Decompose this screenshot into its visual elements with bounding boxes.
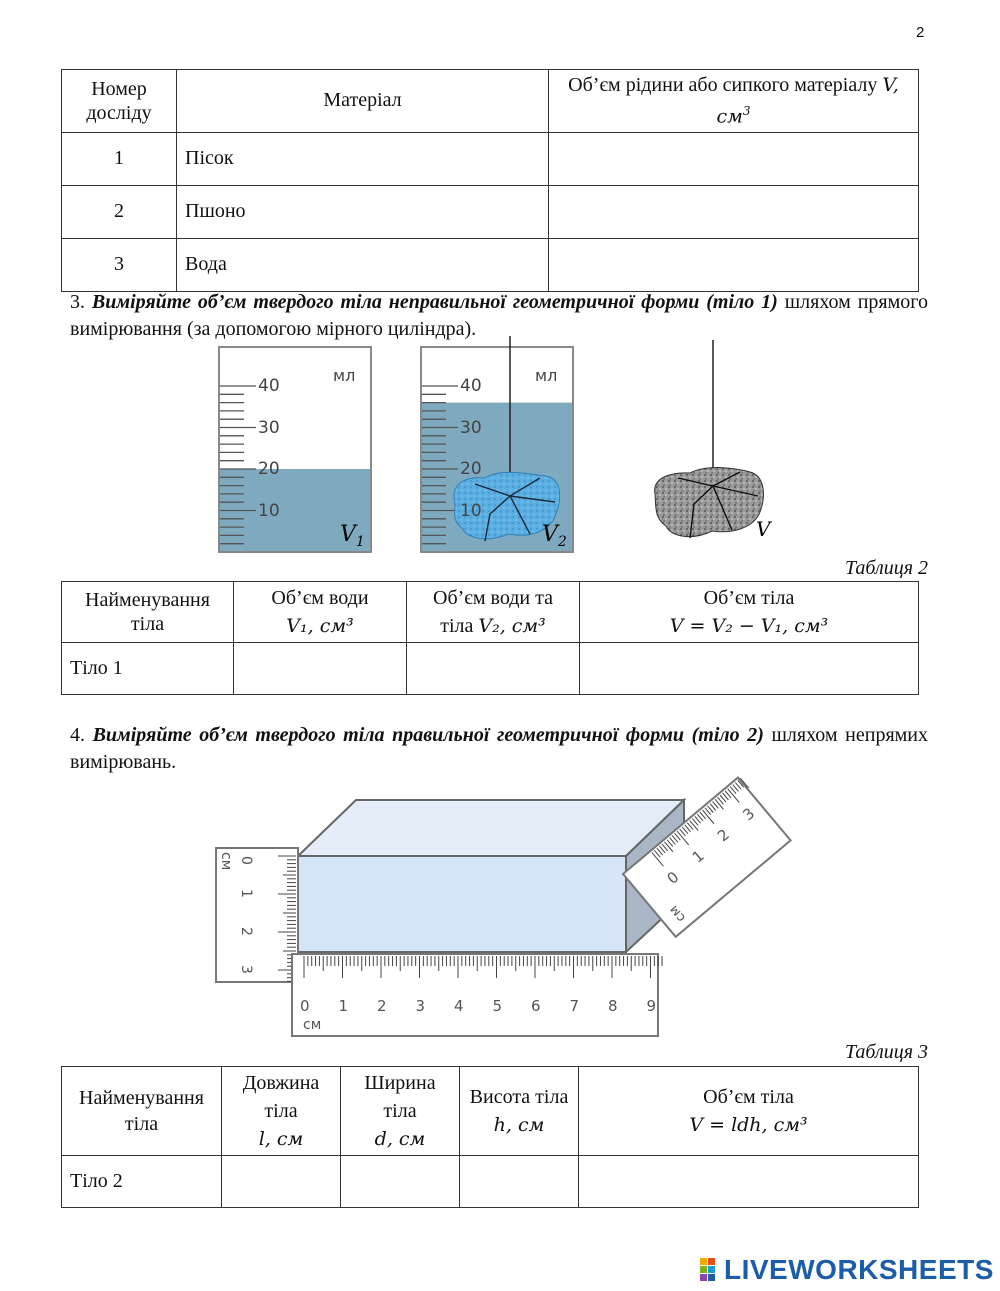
table-header-row — [62, 582, 919, 643]
volume-input-cell[interactable] — [549, 238, 919, 291]
ruler-tick-label: 6 — [531, 997, 541, 1015]
row-material: Пісок — [177, 132, 549, 185]
ruler-tick-label: 3 — [415, 997, 426, 1015]
row-material: Вода — [177, 238, 549, 291]
table-row — [62, 238, 919, 291]
left-ruler — [216, 848, 298, 982]
table-row — [62, 643, 919, 695]
label-v1: $V_1$ — [340, 522, 365, 550]
water-volume-input[interactable] — [234, 643, 407, 695]
ruler-tick-label: 2 — [714, 825, 733, 846]
ruler-tick-label: 1 — [238, 889, 254, 898]
table-header-row — [62, 1067, 919, 1156]
page-number: 2 — [916, 24, 925, 41]
header-volume: Об’єм рідини або сипкого матеріалу V, $см^3$ — [549, 70, 919, 133]
table-row — [62, 1156, 919, 1208]
ruler-unit: см — [218, 852, 234, 871]
header-width: Ширина тіла d, см — [341, 1067, 460, 1156]
volume-input[interactable] — [579, 1156, 919, 1208]
ruler-tick-label: 2 — [377, 997, 387, 1015]
ruler-tick-label: 1 — [338, 997, 349, 1015]
table-row — [62, 185, 919, 238]
ruler-tick-label: 5 — [492, 997, 503, 1015]
task-4-bold: Виміряйте об’єм твердого тіла правильної геометричної форми (тіло 2) — [92, 724, 764, 746]
scale-label: 10 — [258, 501, 280, 521]
scale-label: 20 — [460, 459, 482, 479]
irregular-body-table — [61, 581, 919, 695]
ruler-tick-label: 0 — [663, 867, 683, 888]
header-water-volume: Об’єм води V₁, см³ — [234, 582, 407, 643]
table-header-row — [62, 70, 919, 133]
scale-label: 20 — [258, 459, 280, 479]
header-water-body-volume: Об’єм води та тіла V₂, см³ — [407, 582, 580, 643]
task-4-text: 4. Виміряйте об’єм твердого тіла правильної геометричної форми (тіло 2) шляхом непрямих вимірювань. — [70, 724, 928, 773]
length-input[interactable] — [222, 1156, 341, 1208]
volume-input-cell[interactable] — [549, 185, 919, 238]
ruler-tick-label: 3 — [238, 965, 254, 974]
scale-label: 10 — [460, 501, 482, 521]
liveworksheets-logo[interactable] — [700, 1254, 994, 1286]
scale-label: 40 — [460, 376, 482, 396]
scale-label: 40 — [258, 376, 280, 396]
brand-name: LIVEWORKSHEETS — [724, 1254, 994, 1285]
ruler-unit: см — [303, 1017, 322, 1033]
ruler-tick-label: 2 — [238, 927, 254, 936]
row-body-name: Тіло 1 — [62, 643, 234, 695]
ruler-tick-label: 8 — [608, 997, 618, 1015]
task-3-bold: Виміряйте об’єм твердого тіла неправильної геометричної форми (тіло 1) — [91, 291, 778, 313]
cylinder-1 — [219, 347, 371, 552]
row-number: 3 — [62, 238, 177, 291]
table-3-caption: Таблиця 3 — [845, 1041, 928, 1063]
volume-input-cell[interactable] — [549, 132, 919, 185]
scale-label: 30 — [258, 418, 280, 438]
table-2-caption: Таблиця 2 — [845, 557, 928, 579]
width-input[interactable] — [341, 1156, 460, 1208]
unit-label: мл — [535, 366, 558, 385]
row-body-name: Тіло 2 — [62, 1156, 222, 1208]
brand-icon — [700, 1258, 724, 1282]
ruler-tick-label: 0 — [238, 856, 254, 865]
height-input[interactable] — [460, 1156, 579, 1208]
ruler-unit: см — [666, 902, 689, 925]
header-body-name: Найменування тіла — [62, 582, 234, 643]
cylinder-2 — [421, 336, 573, 552]
regular-body-table — [61, 1066, 919, 1208]
body-volume-input[interactable] — [580, 643, 919, 695]
task-3-text: 3. Виміряйте об’єм твердого тіла неправильної геометричної форми (тіло 1) шляхом прямого вимірювання (за допомогою мірного циліндра). — [70, 291, 928, 340]
row-number: 2 — [62, 185, 177, 238]
stone-on-thread — [655, 340, 773, 541]
irregular-body — [655, 468, 764, 537]
materials-table — [61, 69, 919, 292]
label-v: V — [756, 517, 771, 541]
ruler-tick-label: 3 — [739, 804, 759, 825]
header-body-volume: Об’єм тіла V = V₂ − V₁, см³ — [580, 582, 919, 643]
bottom-ruler — [292, 954, 662, 1036]
row-material: Пшоно — [177, 185, 549, 238]
header-height: Висота тіла h, см — [460, 1067, 579, 1156]
table-row — [62, 132, 919, 185]
header-length: Довжина тіла l, см — [222, 1067, 341, 1156]
scale-label: 30 — [460, 418, 482, 438]
row-number: 1 — [62, 132, 177, 185]
block-rulers-figure — [200, 770, 800, 1042]
measuring-cylinders-figure — [200, 336, 800, 558]
unit-label: мл — [333, 366, 356, 385]
header-body-volume: Об’єм тіла V = ldh, см³ — [579, 1067, 919, 1156]
header-material: Матеріал — [177, 70, 549, 133]
header-experiment-number: Номер досліду — [62, 70, 177, 133]
volume-unit-formula: V, см — [716, 74, 899, 128]
ruler-tick-label: 7 — [569, 997, 580, 1015]
ruler-tick-label: 4 — [454, 997, 464, 1015]
ruler-tick-label: 1 — [688, 846, 708, 867]
ruler-tick-label: 0 — [300, 997, 310, 1015]
ruler-tick-label: 9 — [646, 997, 657, 1015]
water-body-volume-input[interactable] — [407, 643, 580, 695]
label-v2: $V_2$ — [542, 522, 567, 550]
header-body-name: Найменування тіла — [62, 1067, 222, 1156]
